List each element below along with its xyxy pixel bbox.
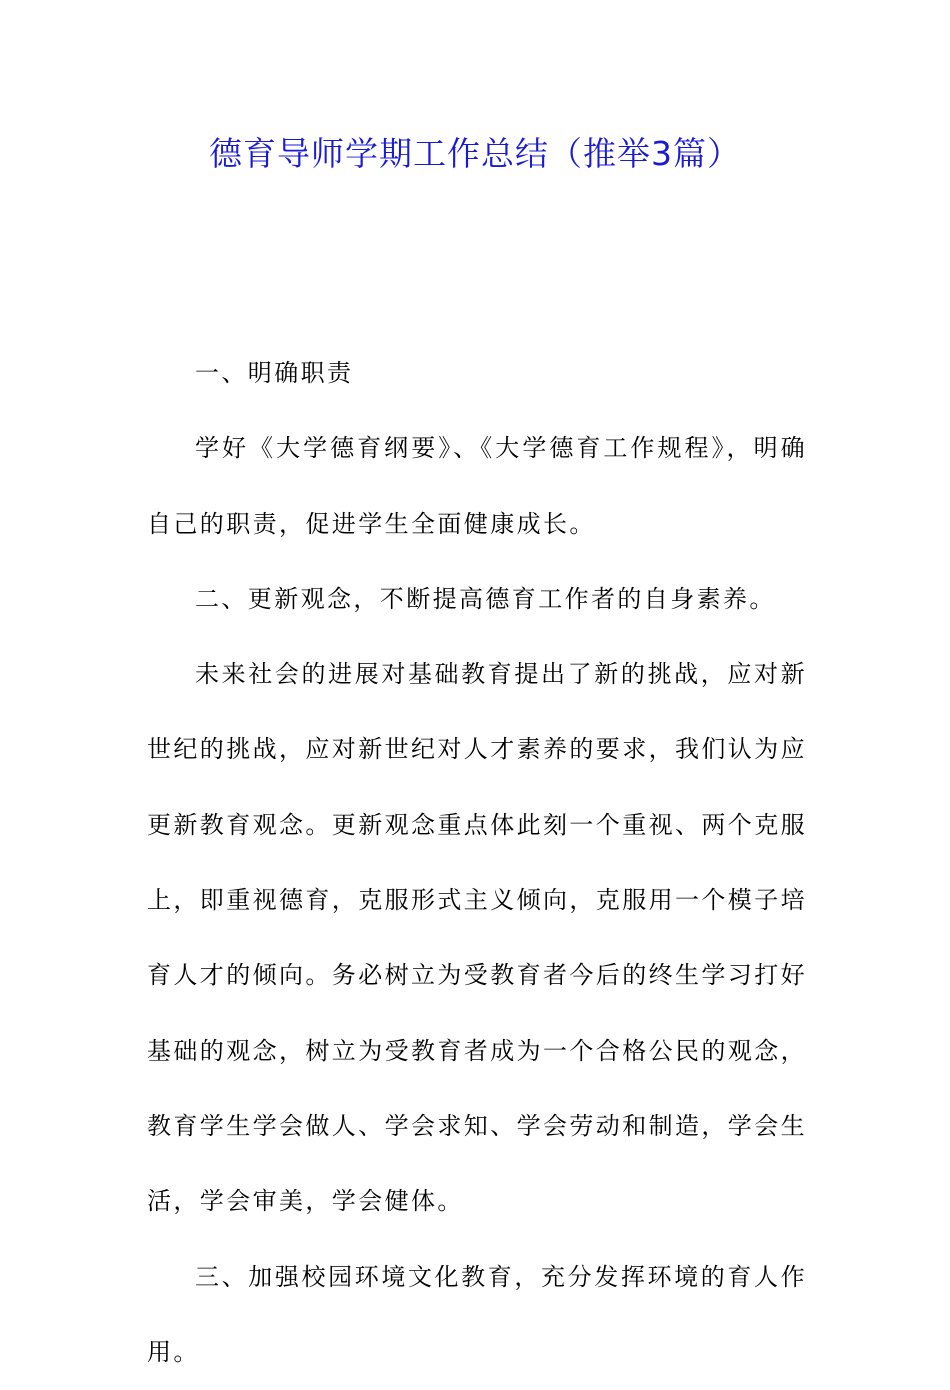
document-body — [147, 336, 807, 1390]
document-title: 德育导师学期工作总结（推举3篇） — [209, 134, 741, 173]
paragraph-1: 学好《大学德育纲要》、《大学德育工作规程》，明确自己的职责，促进学生全面健康成长。 — [147, 434, 807, 538]
paragraph-2: 未来社会的进展对基础教育提出了新的挑战，应对新世纪的挑战，应对新世纪对人才素养的要求，我们认为应更新教育观念。更新观念重点体此刻一个重视、两个克服上，即重视德育，克服形式主义倾向，克服用一个模子培育人才的倾向。务必树立为受教育者今后的终生学习打好基础的观念，树立为受教育者成为一个合格公民的观念，教育学生学会做人、学会求知、学会劳动和制造，学会生活，学会审美，学会健体。 — [147, 660, 807, 1216]
section-heading-3: 三、加强校园环境文化教育，充分发挥环境的育人作用。 — [147, 1262, 807, 1366]
section-heading-1: 一、明确职责 — [195, 359, 354, 387]
section-heading-2: 二、更新观念，不断提高德育工作者的自身素养。 — [195, 584, 776, 613]
